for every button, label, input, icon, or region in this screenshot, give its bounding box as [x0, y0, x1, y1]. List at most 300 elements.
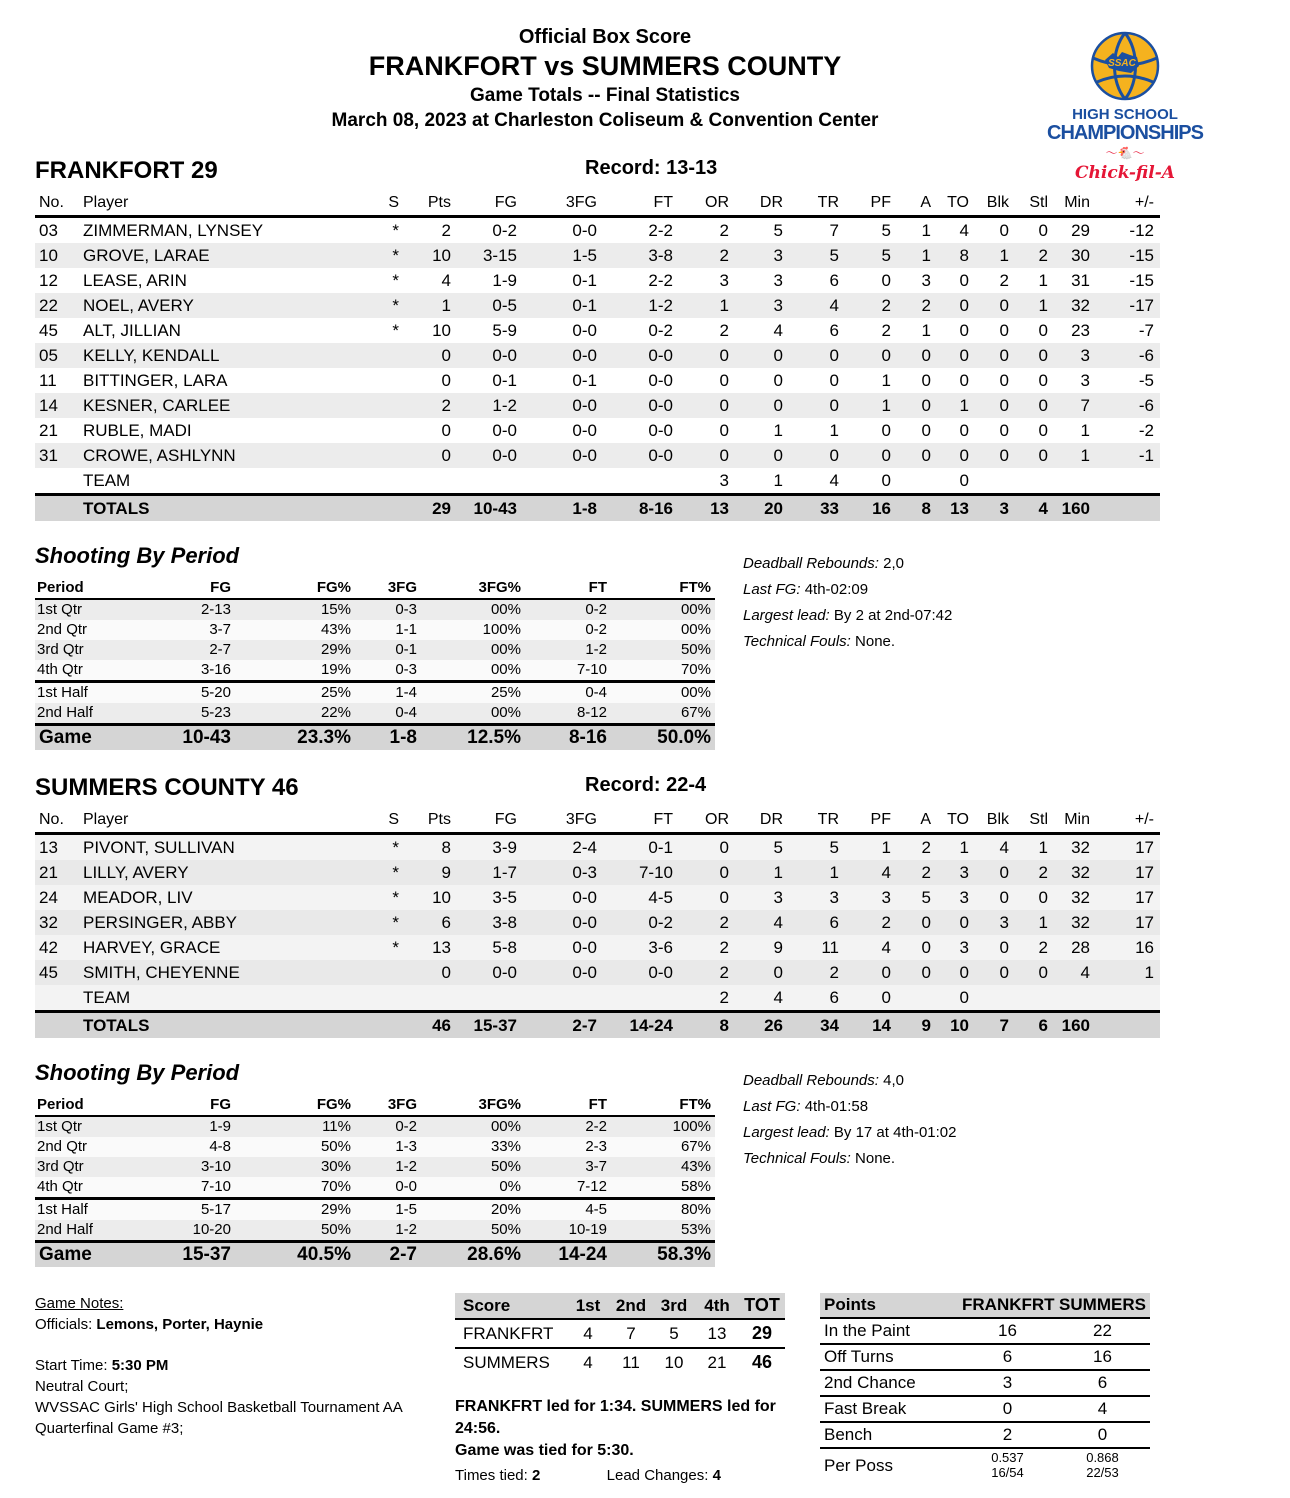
table-cell: 2 [845, 293, 897, 318]
table-cell: 2 [1015, 860, 1054, 885]
table-cell: 4th Qtr [35, 1177, 123, 1199]
table-cell: 29% [235, 1199, 355, 1221]
table-cell: 00% [421, 599, 525, 620]
times-tied-value: 2 [531, 1467, 541, 1484]
table-cell: 13 [405, 935, 457, 960]
table-cell: 0 [789, 443, 845, 468]
column-header: TR [789, 193, 845, 217]
table-cell: 1-2 [603, 293, 679, 318]
table-cell: 0 [845, 443, 897, 468]
player-row [35, 935, 1160, 960]
points-header-row [820, 1293, 1150, 1318]
table-cell: 0 [999, 321, 1009, 340]
table-cell: 0% [421, 1177, 525, 1199]
table-cell: 3 [937, 885, 975, 910]
note-value: 4,0 [883, 1072, 904, 1089]
table-cell: 0 [897, 935, 937, 960]
table-cell [457, 468, 523, 495]
game-number-line: Quarterfinal Game #3; [35, 1420, 184, 1437]
table-cell: 00% [421, 640, 525, 660]
table-cell: 6 [1015, 1012, 1054, 1039]
table-cell: 0 [1015, 960, 1054, 985]
table-cell: 20% [421, 1199, 525, 1221]
table-cell: 3rd Qtr [35, 1157, 123, 1177]
table-cell: 3 [773, 271, 783, 290]
table-cell: 0-2 [525, 620, 611, 640]
table-cell: PIVONT, SULLIVAN [81, 834, 381, 861]
table-cell: 11 [39, 371, 57, 390]
table-cell: 0 [1015, 343, 1054, 368]
table-cell [381, 443, 405, 468]
table-cell: 1st Half [35, 682, 123, 704]
table-cell: 1-5 [355, 1199, 421, 1221]
table-cell: 4-5 [525, 1199, 611, 1221]
table-cell: 4 [845, 935, 897, 960]
table-cell: 29 [405, 495, 457, 522]
team-title: SUMMERS COUNTY 46 [35, 774, 299, 801]
table-cell: 24 [35, 885, 81, 910]
table-cell: 13 [35, 834, 81, 861]
chicken-doodle-icon: 〜🐔〜 [1105, 146, 1145, 160]
table-cell: 0-1 [572, 271, 597, 290]
note-line [743, 1146, 957, 1172]
table-cell: 2-7 [523, 1012, 603, 1039]
table-cell: 13 [679, 495, 735, 522]
note-label: Largest lead: [743, 607, 830, 624]
score-cell: 4 [567, 1319, 609, 1348]
table-cell [35, 985, 81, 1012]
table-cell: 33 [789, 495, 845, 522]
table-cell: 0 [441, 421, 451, 440]
table-cell [457, 985, 523, 1012]
team-section [35, 774, 1255, 1267]
table-cell: Game [35, 1242, 123, 1268]
basketball-icon [1089, 30, 1161, 102]
table-cell: 1 [845, 393, 897, 418]
table-cell: 0 [1038, 421, 1048, 440]
column-header: +/- [1096, 810, 1160, 834]
logo-line1: HIGH SCHOOL [1072, 106, 1178, 123]
table-cell: 6 [789, 985, 845, 1012]
table-cell: 40.5% [235, 1242, 355, 1268]
table-cell [381, 368, 405, 393]
table-cell: 0-1 [492, 371, 517, 390]
table-cell: 0 [975, 860, 1015, 885]
table-cell: 3 [789, 885, 845, 910]
team-name-cell: SUMMERS [463, 1352, 550, 1372]
table-cell: 1 [1080, 421, 1090, 440]
table-cell: TEAM [81, 985, 381, 1012]
table-cell: 50.0% [611, 725, 715, 751]
points-breakdown-block [820, 1293, 1150, 1487]
table-cell: 2-7 [355, 1242, 421, 1268]
table-cell: 2 [999, 271, 1009, 290]
player-row [35, 860, 1160, 885]
table-cell [897, 985, 937, 1012]
table-cell: 0 [735, 960, 789, 985]
table-cell [35, 1012, 81, 1039]
table-cell: 0-0 [603, 443, 679, 468]
points-label-cell: Bench [820, 1422, 960, 1448]
column-header: FT% [611, 1095, 715, 1116]
table-cell: 0 [999, 221, 1009, 240]
table-cell: 0-0 [603, 960, 679, 985]
points-breakdown-table [820, 1293, 1150, 1482]
table-cell: 43% [235, 620, 355, 640]
points-label-cell: In the Paint [820, 1318, 960, 1344]
player-row [35, 217, 1160, 244]
note-value: By 17 at 4th-01:02 [833, 1124, 957, 1141]
table-cell: 33% [421, 1137, 525, 1157]
table-cell: 160 [1054, 495, 1096, 522]
quarter-row [35, 1137, 715, 1157]
led-line1: FRANKFRT led for 1:34. SUMMERS led for 24:56. [455, 1398, 776, 1437]
sponsor-wordmark: Chick-fil-A [1075, 163, 1175, 183]
column-header: DR [735, 193, 789, 217]
column-header: Blk [975, 193, 1015, 217]
column-header: 3FG [523, 193, 603, 217]
table-cell: 0 [959, 421, 969, 440]
table-cell: 19% [235, 660, 355, 682]
table-cell: 50% [235, 1220, 355, 1242]
table-cell: 5 [897, 885, 937, 910]
table-cell: 1st Half [35, 1199, 123, 1221]
table-cell: -7 [1138, 321, 1154, 340]
table-cell: 1st Qtr [35, 1116, 123, 1137]
note-value: None. [855, 633, 896, 650]
table-cell: 2 [845, 910, 897, 935]
table-cell: 43% [611, 1157, 715, 1177]
table-cell [603, 468, 679, 495]
shooting-section [35, 1060, 1255, 1267]
table-cell: 2nd Half [35, 1220, 123, 1242]
table-cell: TOTALS [81, 495, 381, 522]
table-cell: 3 [975, 910, 1015, 935]
game-row [35, 725, 715, 751]
table-cell: 8 [405, 834, 457, 861]
table-cell: 0 [897, 910, 937, 935]
table-cell: 15-37 [457, 1012, 523, 1039]
table-cell: 1 [1015, 910, 1054, 935]
table-cell: 0 [959, 371, 969, 390]
table-cell: 0 [405, 960, 457, 985]
column-header: A [897, 810, 937, 834]
table-cell: 0 [937, 293, 975, 318]
note-line [743, 1094, 957, 1120]
table-cell: 5-17 [123, 1199, 235, 1221]
column-header: +/- [1096, 193, 1160, 217]
matchup-title: FRANKFORT vs SUMMERS COUNTY [368, 51, 842, 81]
table-cell: * [381, 293, 405, 318]
table-cell [1096, 495, 1160, 522]
column-header: Blk [975, 810, 1015, 834]
table-cell: 1 [937, 393, 975, 418]
table-cell: 12 [39, 271, 58, 290]
lead-changes-value: 4 [712, 1467, 721, 1484]
table-cell: 5 [789, 243, 845, 268]
player-row [35, 368, 1160, 393]
table-cell: 1-5 [523, 243, 603, 268]
player-row [35, 443, 1160, 468]
table-cell: 0-0 [492, 421, 517, 440]
column-header: 3FG [355, 1095, 421, 1116]
table-cell: 1 [735, 860, 789, 885]
column-header: 2nd [609, 1293, 653, 1319]
officials-line [35, 1314, 445, 1335]
table-cell: 3-15 [457, 243, 523, 268]
score-cell: 7 [609, 1319, 653, 1348]
table-cell: 0 [679, 885, 735, 910]
column-header: Player [81, 810, 381, 834]
player-row [35, 393, 1160, 418]
table-cell: 0-2 [525, 599, 611, 620]
lead-changes-label: Lead Changes: [606, 1467, 709, 1484]
table-cell [405, 468, 457, 495]
table-cell: 21 [35, 860, 81, 885]
table-cell: 0-1 [523, 293, 603, 318]
points-row [820, 1318, 1150, 1344]
table-cell: 2-13 [123, 599, 235, 620]
table-cell: 2 [897, 834, 937, 861]
footer [35, 1293, 1255, 1487]
table-cell [1015, 468, 1054, 495]
table-cell: 1st Qtr [35, 599, 123, 620]
start-time-line [35, 1355, 445, 1376]
column-header: 3FG [355, 578, 421, 599]
team-record: Record: 13-13 [585, 157, 718, 179]
table-cell: 1 [921, 221, 931, 240]
table-cell: 1-2 [525, 640, 611, 660]
table-cell: BITTINGER, LARA [83, 371, 228, 390]
table-cell: 0 [975, 393, 1015, 418]
table-cell: 0-0 [603, 343, 679, 368]
table-cell: -6 [1096, 393, 1160, 418]
report-subtitle: Game Totals -- Final Statistics [470, 85, 740, 106]
column-header: TO [937, 193, 975, 217]
table-cell: -15 [1129, 271, 1154, 290]
shooting-title: Shooting By Period [35, 1060, 240, 1085]
table-cell: 3-6 [603, 935, 679, 960]
table-cell: 0 [897, 960, 937, 985]
player-row [35, 960, 1160, 985]
points-value-cell: 6 [960, 1344, 1055, 1370]
note-value: None. [855, 1150, 896, 1167]
column-header: PF [845, 193, 897, 217]
table-cell: 0-2 [355, 1116, 421, 1137]
table-cell: 0 [1015, 443, 1054, 468]
column-header: 1st [567, 1293, 609, 1319]
table-cell: 70% [235, 1177, 355, 1199]
table-cell: 28.6% [421, 1242, 525, 1268]
half-row [35, 703, 715, 725]
table-cell: 0 [937, 910, 975, 935]
quarter-row [35, 1157, 715, 1177]
note-label: Deadball Rebounds: [743, 1072, 879, 1089]
half-row [35, 1220, 715, 1242]
table-cell: 1-8 [355, 725, 421, 751]
table-cell: 6 [789, 910, 845, 935]
table-cell: 1 [1015, 293, 1054, 318]
table-cell: 4 [735, 910, 789, 935]
table-cell [1054, 468, 1096, 495]
table-cell: 1 [1054, 443, 1096, 468]
column-header: FG [457, 810, 523, 834]
table-cell: 0 [881, 271, 891, 290]
team-sections [35, 157, 1255, 1267]
table-cell: 0-3 [355, 599, 421, 620]
table-cell: 14 [845, 1012, 897, 1039]
table-cell: 2-2 [648, 221, 673, 240]
table-cell: 0-0 [648, 421, 673, 440]
column-header: 3rd [653, 1293, 695, 1319]
table-cell: CROWE, ASHLYNN [81, 443, 381, 468]
score-cell: 13 [695, 1319, 739, 1348]
quarter-row [35, 660, 715, 682]
table-cell [381, 985, 405, 1012]
table-cell [381, 418, 405, 443]
officials-label: Officials: [35, 1316, 93, 1333]
points-row [820, 1370, 1150, 1396]
score-cell: 4 [583, 1352, 593, 1372]
table-cell: 0 [679, 393, 735, 418]
table-cell: Game [35, 725, 123, 751]
table-cell [381, 960, 405, 985]
table-cell: 11 [789, 935, 845, 960]
table-cell: 00% [611, 599, 715, 620]
note-label: Technical Fouls: [743, 633, 851, 650]
column-header: FG [123, 1095, 235, 1116]
table-cell: 4 [975, 834, 1015, 861]
player-row [35, 318, 1160, 343]
table-cell: 4 [829, 471, 839, 490]
column-header: FT [603, 193, 679, 217]
table-cell: 00% [421, 660, 525, 682]
table-cell [35, 495, 81, 522]
table-cell [381, 393, 405, 418]
table-cell: KELLY, KENDALL [81, 343, 381, 368]
table-cell: 0 [881, 421, 891, 440]
table-cell: 46 [405, 1012, 457, 1039]
table-cell: KESNER, CARLEE [81, 393, 381, 418]
table-cell: 3 [735, 293, 789, 318]
table-cell: 2nd Half [35, 703, 123, 725]
score-cell: 5 [653, 1319, 695, 1348]
start-time-value: 5:30 PM [111, 1357, 169, 1374]
table-cell: 17 [1096, 834, 1160, 861]
column-header: TR [789, 810, 845, 834]
table-cell: 00% [611, 620, 715, 640]
table-cell: 0 [897, 443, 937, 468]
table-cell: 0 [975, 343, 1015, 368]
table-cell: PERSINGER, ABBY [81, 910, 381, 935]
table-cell: 2 [789, 960, 845, 985]
table-cell: 00% [421, 703, 525, 725]
table-cell: 32 [1054, 834, 1096, 861]
table-cell: 80% [611, 1199, 715, 1221]
column-header: 3FG [523, 810, 603, 834]
table-cell: 0 [999, 421, 1009, 440]
game-row [35, 1242, 715, 1268]
table-cell: 14-24 [525, 1242, 611, 1268]
table-cell: 3 [845, 885, 897, 910]
table-cell: 7 [975, 1012, 1015, 1039]
table-cell: 100% [611, 1116, 715, 1137]
game-date-venue: March 08, 2023 at Charleston Coliseum & Convention Center [331, 110, 879, 131]
table-cell: 5 [881, 221, 891, 240]
column-header: FG% [235, 1095, 355, 1116]
table-cell: 8-16 [525, 725, 611, 751]
table-cell: 14 [35, 393, 81, 418]
table-cell: 0 [735, 343, 789, 368]
table-cell: 0 [975, 443, 1015, 468]
table-cell: 4 [773, 321, 783, 340]
table-cell [381, 468, 405, 495]
points-value-cell: 6 [1055, 1370, 1150, 1396]
table-cell: 0 [789, 393, 845, 418]
table-cell: 1 [881, 371, 891, 390]
table-cell: 2 [679, 960, 735, 985]
table-cell: 0 [959, 321, 969, 340]
column-header: 3FG% [421, 1095, 525, 1116]
report-header [0, 0, 1210, 133]
table-cell: 3 [735, 243, 789, 268]
table-cell: 3-7 [525, 1157, 611, 1177]
table-cell [523, 468, 603, 495]
column-header: No. [35, 193, 81, 217]
table-cell: 0 [789, 343, 845, 368]
score-cell: 10 [664, 1352, 684, 1372]
table-cell: 1 [975, 243, 1015, 268]
table-cell: 10-43 [457, 495, 523, 522]
table-cell: 0 [679, 860, 735, 885]
shooting-header-row [35, 1095, 715, 1116]
table-cell [897, 468, 937, 495]
table-cell: 21 [39, 421, 58, 440]
table-cell: 4th Qtr [35, 660, 123, 682]
table-cell: 1 [845, 834, 897, 861]
table-cell: 1-8 [523, 495, 603, 522]
table-cell: 5 [845, 243, 897, 268]
table-cell: 0 [405, 443, 457, 468]
table-cell: 4 [735, 985, 789, 1012]
table-cell: 0 [999, 371, 1009, 390]
table-cell: 0-0 [523, 910, 603, 935]
table-cell: -2 [1138, 421, 1154, 440]
table-cell: LILLY, AVERY [81, 860, 381, 885]
note-line [743, 577, 952, 603]
table-cell: TOTALS [81, 1012, 381, 1039]
table-cell: 0 [975, 960, 1015, 985]
table-cell: 67% [611, 1137, 715, 1157]
note-value: By 2 at 2nd-07:42 [833, 607, 953, 624]
column-header: S [381, 193, 405, 217]
team-header [35, 157, 1255, 193]
points-value-cell: 0 [1055, 1422, 1150, 1448]
table-cell: 1 [1015, 834, 1054, 861]
table-cell: 0 [959, 471, 969, 490]
points-label-cell: Fast Break [820, 1396, 960, 1422]
table-cell: 0-0 [523, 885, 603, 910]
note-value: 4th-01:58 [804, 1098, 869, 1115]
table-cell: 50% [611, 640, 715, 660]
table-cell: 11% [235, 1116, 355, 1137]
table-cell: 0 [845, 343, 897, 368]
table-cell: 0 [405, 343, 457, 368]
table-cell: 45 [39, 321, 58, 340]
table-cell: 2-4 [523, 834, 603, 861]
table-cell: 100% [421, 620, 525, 640]
table-cell: 1 [1038, 271, 1048, 290]
